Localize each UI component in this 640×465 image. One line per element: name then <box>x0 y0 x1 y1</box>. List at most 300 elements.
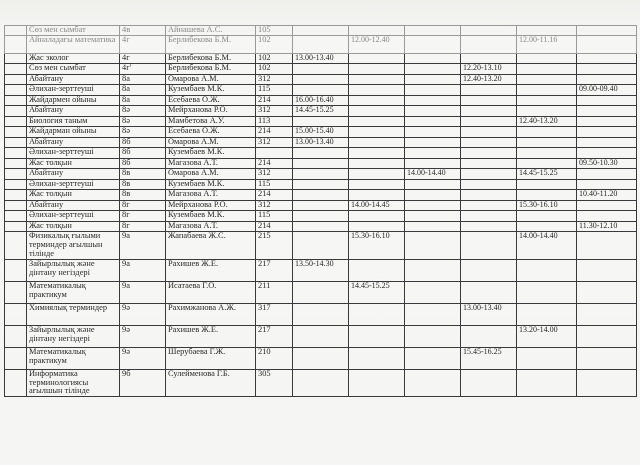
table-row <box>5 106 637 117</box>
subject-name: Математикалық практикум <box>27 347 120 369</box>
time-slot: 15.00-15.40 <box>293 127 349 138</box>
time-slot <box>293 169 349 180</box>
table-row <box>5 369 637 396</box>
table-row <box>5 169 637 180</box>
subject-name: Жас эколог <box>27 53 120 64</box>
table-row <box>5 190 637 201</box>
table-row <box>5 232 637 259</box>
time-slot <box>461 169 517 180</box>
time-slot <box>405 303 461 325</box>
time-slot: 12.00-11.16 <box>517 35 577 53</box>
time-slot <box>517 26 577 36</box>
time-slot <box>349 106 405 117</box>
class-name: 9ә <box>120 325 166 347</box>
time-slot <box>349 259 405 281</box>
time-slot <box>293 179 349 190</box>
subject-name: Сөз мен сымбат <box>27 64 120 75</box>
time-slot: 14.45-15.25 <box>517 169 577 180</box>
time-slot <box>461 325 517 347</box>
time-slot <box>405 137 461 148</box>
class-name: 8а <box>120 85 166 96</box>
time-slot <box>517 303 577 325</box>
time-slot <box>405 53 461 64</box>
table-row <box>5 53 637 64</box>
class-name: 4в <box>120 26 166 36</box>
subject-name: Айналадағы математика <box>27 35 120 53</box>
teacher-name: Исатаева Г.О. <box>166 281 256 303</box>
class-name: 9а <box>120 232 166 259</box>
time-slot: 15.30-16.10 <box>517 200 577 211</box>
time-slot <box>577 325 637 347</box>
teacher-name: Рахимжанова А.Ж. <box>166 303 256 325</box>
subject-name: Биология таным <box>27 116 120 127</box>
subject-name: Математикалық практикум <box>27 281 120 303</box>
time-slot <box>349 85 405 96</box>
room-number: 312 <box>256 169 293 180</box>
row-number <box>5 95 27 106</box>
time-slot <box>461 221 517 232</box>
room-number: 305 <box>256 369 293 396</box>
subject-name: Жайдармен ойыны <box>27 95 120 106</box>
time-slot <box>517 148 577 159</box>
schedule-rows <box>5 26 637 397</box>
table-row <box>5 127 637 138</box>
time-slot <box>577 200 637 211</box>
time-slot <box>517 106 577 117</box>
table-row <box>5 211 637 222</box>
time-slot <box>293 200 349 211</box>
subject-name: Абайтану <box>27 74 120 85</box>
class-name: 8в <box>120 169 166 180</box>
subject-name: Физикалық ғылыми терминдер ағылшын тілінде <box>27 232 120 259</box>
time-slot <box>517 259 577 281</box>
room-number: 214 <box>256 221 293 232</box>
class-name: 9а <box>120 281 166 303</box>
teacher-name: Мейрханова Р.О. <box>166 200 256 211</box>
teacher-name: Мейрханова Р.О. <box>166 106 256 117</box>
time-slot <box>517 347 577 369</box>
table-row <box>5 35 637 53</box>
table-row <box>5 26 637 36</box>
time-slot <box>461 26 517 36</box>
time-slot <box>405 35 461 53</box>
time-slot <box>577 211 637 222</box>
room-number: 214 <box>256 158 293 169</box>
subject-name: Әлихан-зерттеуші <box>27 179 120 190</box>
room-number: 214 <box>256 95 293 106</box>
room-number: 217 <box>256 325 293 347</box>
time-slot <box>405 64 461 75</box>
class-name: 8в <box>120 179 166 190</box>
row-number <box>5 85 27 96</box>
teacher-name: Берлибекова Б.М. <box>166 35 256 53</box>
row-number <box>5 26 27 36</box>
table-row <box>5 325 637 347</box>
subject-name: Абайтану <box>27 200 120 211</box>
class-name: 8г <box>120 211 166 222</box>
time-slot <box>293 158 349 169</box>
time-slot <box>461 200 517 211</box>
subject-name: Абайтану <box>27 137 120 148</box>
time-slot: 14.00-14.40 <box>405 169 461 180</box>
time-slot <box>349 190 405 201</box>
time-slot <box>293 64 349 75</box>
class-name: 9ә <box>120 303 166 325</box>
time-slot <box>461 137 517 148</box>
time-slot <box>349 95 405 106</box>
time-slot <box>517 85 577 96</box>
time-slot <box>293 26 349 36</box>
time-slot <box>405 347 461 369</box>
time-slot <box>577 74 637 85</box>
time-slot <box>405 221 461 232</box>
time-slot <box>293 148 349 159</box>
class-name: 9ә <box>120 347 166 369</box>
teacher-name: Магазова А.Т. <box>166 190 256 201</box>
time-slot: 14.00-14.40 <box>517 232 577 259</box>
row-number <box>5 232 27 259</box>
time-slot <box>405 148 461 159</box>
class-name: 8ә <box>120 116 166 127</box>
time-slot <box>349 127 405 138</box>
time-slot <box>349 64 405 75</box>
time-slot <box>577 95 637 106</box>
subject-name: Зайырлылық және дінтану негіздері <box>27 325 120 347</box>
teacher-name: Магазова А.Т. <box>166 221 256 232</box>
teacher-name: Магазова А.Т. <box>166 158 256 169</box>
room-number: 115 <box>256 211 293 222</box>
time-slot <box>577 116 637 127</box>
time-slot <box>517 158 577 169</box>
time-slot <box>293 303 349 325</box>
time-slot <box>517 369 577 396</box>
time-slot <box>577 127 637 138</box>
time-slot <box>405 281 461 303</box>
row-number <box>5 158 27 169</box>
room-number: 312 <box>256 137 293 148</box>
table-row <box>5 148 637 159</box>
time-slot <box>461 116 517 127</box>
time-slot <box>517 190 577 201</box>
time-slot: 12.00-12.40 <box>349 35 405 53</box>
time-slot: 14.45-15.25 <box>349 281 405 303</box>
time-slot <box>577 232 637 259</box>
time-slot <box>293 347 349 369</box>
room-number: 210 <box>256 347 293 369</box>
teacher-name: Кузембаев М.К. <box>166 211 256 222</box>
time-slot <box>461 158 517 169</box>
time-slot <box>293 281 349 303</box>
row-number <box>5 347 27 369</box>
class-name: 8г <box>120 221 166 232</box>
time-slot <box>461 148 517 159</box>
time-slot <box>577 35 637 53</box>
teacher-name: Шерубаева Г.Ж. <box>166 347 256 369</box>
class-name: 9а <box>120 259 166 281</box>
time-slot: 14.00-14.45 <box>349 200 405 211</box>
row-number <box>5 325 27 347</box>
table-row <box>5 179 637 190</box>
time-slot <box>405 325 461 347</box>
time-slot: 13.00-13.40 <box>461 303 517 325</box>
row-number <box>5 148 27 159</box>
time-slot <box>577 137 637 148</box>
class-name: 8а <box>120 95 166 106</box>
room-number <box>256 148 293 159</box>
time-slot <box>349 211 405 222</box>
time-slot <box>293 232 349 259</box>
time-slot <box>577 26 637 36</box>
time-slot <box>461 95 517 106</box>
room-number: 115 <box>256 179 293 190</box>
time-slot <box>293 190 349 201</box>
time-slot <box>293 211 349 222</box>
time-slot <box>349 325 405 347</box>
row-number <box>5 221 27 232</box>
time-slot <box>293 74 349 85</box>
room-number: 312 <box>256 200 293 211</box>
subject-name: Әлихан-зерттеуші <box>27 211 120 222</box>
teacher-name: Жапабаева Ж.С. <box>166 232 256 259</box>
time-slot <box>461 179 517 190</box>
time-slot: 13.00-13.40 <box>293 137 349 148</box>
teacher-name: Омарова А.М. <box>166 169 256 180</box>
time-slot <box>405 259 461 281</box>
room-number: 102 <box>256 64 293 75</box>
time-slot <box>577 64 637 75</box>
time-slot <box>405 211 461 222</box>
time-slot: 09.00-09.40 <box>577 85 637 96</box>
time-slot <box>577 303 637 325</box>
time-slot <box>461 259 517 281</box>
row-number <box>5 211 27 222</box>
table-row <box>5 259 637 281</box>
subject-name: Абайтану <box>27 106 120 117</box>
time-slot <box>517 179 577 190</box>
teacher-name: Есебаева О.Ж. <box>166 95 256 106</box>
time-slot <box>577 179 637 190</box>
row-number <box>5 64 27 75</box>
time-slot <box>517 53 577 64</box>
row-number <box>5 200 27 211</box>
table-row <box>5 158 637 169</box>
time-slot <box>517 74 577 85</box>
time-slot <box>517 95 577 106</box>
subject-name: Химиялық терминдер <box>27 303 120 325</box>
row-number <box>5 137 27 148</box>
teacher-name: Берлибекова Б.М. <box>166 53 256 64</box>
room-number: 317 <box>256 303 293 325</box>
time-slot <box>349 158 405 169</box>
class-name: 4г <box>120 53 166 64</box>
teacher-name: Айнашева А.С. <box>166 26 256 36</box>
teacher-name: Омарова А.М. <box>166 137 256 148</box>
row-number <box>5 190 27 201</box>
time-slot <box>405 85 461 96</box>
class-name: 8б <box>120 148 166 159</box>
time-slot <box>461 369 517 396</box>
table-row <box>5 200 637 211</box>
time-slot: 13.00-13.40 <box>293 53 349 64</box>
time-slot <box>461 35 517 53</box>
class-name: 8ә <box>120 106 166 117</box>
teacher-name: Рахишев Ж.Е. <box>166 259 256 281</box>
table-row <box>5 95 637 106</box>
subject-name: Жас толқын <box>27 221 120 232</box>
table-row <box>5 221 637 232</box>
time-slot: 12.20-13.10 <box>461 64 517 75</box>
time-slot: 11.30-12.10 <box>577 221 637 232</box>
table-row <box>5 137 637 148</box>
time-slot <box>405 116 461 127</box>
teacher-name: Кузембаев М.К. <box>166 85 256 96</box>
time-slot <box>577 281 637 303</box>
time-slot <box>293 85 349 96</box>
time-slot <box>405 190 461 201</box>
time-slot <box>577 106 637 117</box>
row-number <box>5 106 27 117</box>
time-slot <box>349 303 405 325</box>
time-slot: 15.30-16.10 <box>349 232 405 259</box>
teacher-name: Кузембаев М.К. <box>166 148 256 159</box>
time-slot <box>517 64 577 75</box>
room-number: 312 <box>256 74 293 85</box>
class-name: 4г' <box>120 64 166 75</box>
time-slot: 09.50-10.30 <box>577 158 637 169</box>
time-slot: 13.50-14.30 <box>293 259 349 281</box>
time-slot <box>461 232 517 259</box>
teacher-name: Берлибекова Б.М. <box>166 64 256 75</box>
row-number <box>5 369 27 396</box>
time-slot <box>349 179 405 190</box>
room-number: 102 <box>256 35 293 53</box>
teacher-name: Омарова А.М. <box>166 74 256 85</box>
table-row <box>5 347 637 369</box>
time-slot <box>461 106 517 117</box>
teacher-name: Рахишев Ж.Е. <box>166 325 256 347</box>
room-number: 113 <box>256 116 293 127</box>
time-slot <box>349 74 405 85</box>
row-number <box>5 259 27 281</box>
time-slot <box>517 127 577 138</box>
time-slot <box>405 158 461 169</box>
time-slot <box>461 281 517 303</box>
room-number: 115 <box>256 85 293 96</box>
time-slot <box>577 347 637 369</box>
table-row <box>5 281 637 303</box>
time-slot <box>349 148 405 159</box>
time-slot <box>461 211 517 222</box>
table-row <box>5 85 637 96</box>
row-number <box>5 74 27 85</box>
time-slot <box>577 369 637 396</box>
time-slot <box>293 325 349 347</box>
time-slot <box>349 137 405 148</box>
time-slot <box>349 369 405 396</box>
time-slot <box>349 347 405 369</box>
row-number <box>5 116 27 127</box>
room-number: 105 <box>256 26 293 36</box>
subject-name: Сөз мен сымбат <box>27 26 120 36</box>
class-name: 4г <box>120 35 166 53</box>
row-number <box>5 127 27 138</box>
time-slot <box>349 26 405 36</box>
class-name: 8г <box>120 200 166 211</box>
time-slot <box>517 211 577 222</box>
row-number <box>5 53 27 64</box>
time-slot <box>293 35 349 53</box>
table-row <box>5 64 637 75</box>
time-slot <box>405 26 461 36</box>
time-slot <box>405 127 461 138</box>
teacher-name: Мамбетова А.У. <box>166 116 256 127</box>
room-number: 217 <box>256 259 293 281</box>
row-number <box>5 169 27 180</box>
class-name: 8а <box>120 74 166 85</box>
time-slot <box>293 221 349 232</box>
subject-name: Жас толқын <box>27 190 120 201</box>
time-slot <box>577 53 637 64</box>
subject-name: Әлихан-зерттеуші <box>27 85 120 96</box>
time-slot <box>349 53 405 64</box>
schedule-table <box>4 25 637 397</box>
time-slot: 12.40-13.20 <box>517 116 577 127</box>
time-slot <box>461 190 517 201</box>
time-slot <box>577 259 637 281</box>
time-slot: 13.20-14.00 <box>517 325 577 347</box>
row-number <box>5 303 27 325</box>
row-number <box>5 35 27 53</box>
time-slot <box>577 148 637 159</box>
time-slot: 16.00-16.40 <box>293 95 349 106</box>
time-slot <box>461 85 517 96</box>
table-row <box>5 116 637 127</box>
row-number <box>5 281 27 303</box>
teacher-name: Сулейменова Г.Б. <box>166 369 256 396</box>
class-name: 8в <box>120 190 166 201</box>
class-name: 8ә <box>120 127 166 138</box>
time-slot <box>405 232 461 259</box>
room-number: 102 <box>256 53 293 64</box>
time-slot <box>293 369 349 396</box>
time-slot <box>517 221 577 232</box>
room-number: 312 <box>256 106 293 117</box>
time-slot: 10.40-11.20 <box>577 190 637 201</box>
table-row <box>5 74 637 85</box>
time-slot: 15.45-16.25 <box>461 347 517 369</box>
time-slot <box>405 106 461 117</box>
teacher-name: Кузембаев М.К. <box>166 179 256 190</box>
time-slot <box>349 169 405 180</box>
room-number: 211 <box>256 281 293 303</box>
class-name: 8б <box>120 158 166 169</box>
subject-name: Жас толқын <box>27 158 120 169</box>
table-row <box>5 303 637 325</box>
subject-name: Жайдарман ойыны <box>27 127 120 138</box>
teacher-name: Есебаева О.Ж. <box>166 127 256 138</box>
time-slot <box>461 53 517 64</box>
time-slot <box>577 169 637 180</box>
time-slot <box>293 116 349 127</box>
room-number: 214 <box>256 127 293 138</box>
time-slot: 12.40-13.20 <box>461 74 517 85</box>
time-slot <box>405 369 461 396</box>
time-slot <box>405 200 461 211</box>
time-slot <box>349 221 405 232</box>
time-slot <box>405 95 461 106</box>
room-number: 215 <box>256 232 293 259</box>
row-number <box>5 179 27 190</box>
